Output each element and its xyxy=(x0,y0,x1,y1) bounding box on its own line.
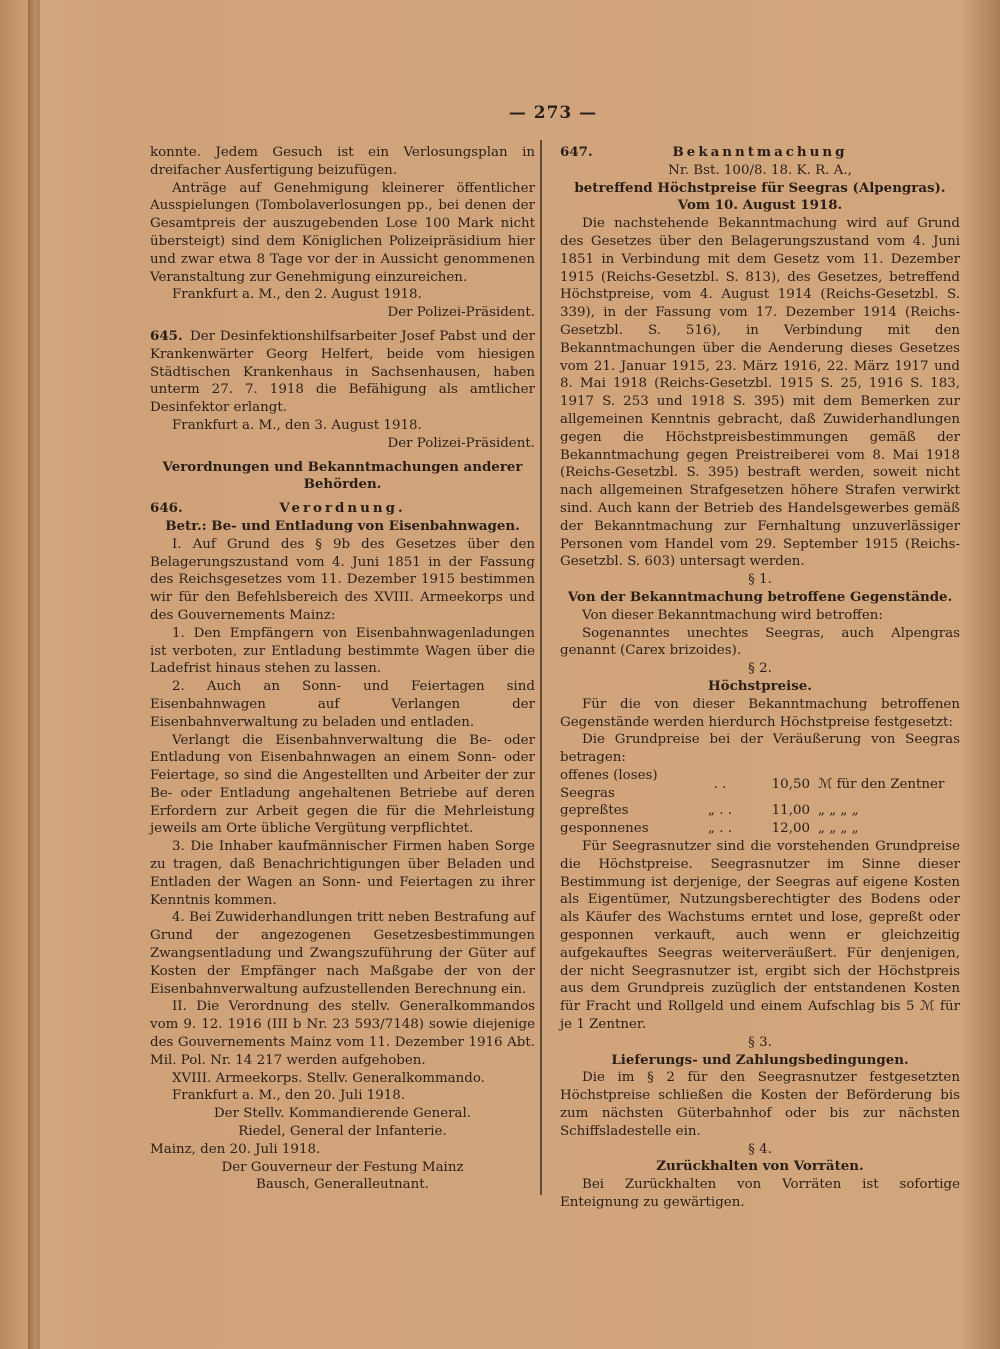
paragraph xyxy=(150,435,535,453)
paragraph-text: Bausch, Generalleutnant. xyxy=(256,1177,429,1193)
paragraph xyxy=(560,607,960,625)
paragraph xyxy=(560,589,960,607)
price-ditto: „ . . xyxy=(708,803,732,819)
paragraph xyxy=(150,1141,535,1159)
price-value: 11,00 xyxy=(771,803,810,819)
paragraph xyxy=(150,500,535,518)
price-ditto: . . xyxy=(713,776,727,792)
price-label: gesponnenes xyxy=(560,821,649,837)
paragraph xyxy=(150,1176,535,1194)
paragraph xyxy=(560,144,960,162)
paragraph-text: 1. Den Empfängern von Eisenbahnwagenladungen ist verboten, zur Entladung bestimmte Wagen über die Ladefrist hinaus stehen zu lassen. xyxy=(150,625,535,677)
paragraph xyxy=(560,1034,960,1052)
paragraph-text: XVIII. Armeekorps. Stellv. Generalkommando. xyxy=(172,1070,485,1086)
paragraph-text: § 3. xyxy=(748,1034,772,1050)
paragraph xyxy=(150,1123,535,1141)
paragraph xyxy=(150,625,535,678)
paragraph xyxy=(150,180,535,287)
price-table xyxy=(560,767,960,838)
paragraph-text: Frankfurt a. M., den 2. August 1918. xyxy=(172,287,422,303)
paragraph xyxy=(560,696,960,732)
left-column xyxy=(150,144,535,1194)
right-column-bottom xyxy=(560,838,960,1212)
section-heading: Verordnung. xyxy=(279,500,406,517)
paragraph-text: Von dieser Bekanntmachung wird betroffen: xyxy=(582,607,883,623)
paragraph-text: Mainz, den 20. Juli 1918. xyxy=(150,1141,321,1157)
price-row xyxy=(560,767,960,803)
paragraph-text: Höchstpreise. xyxy=(708,677,812,694)
item-number: 647. xyxy=(560,144,593,160)
paragraph-text: Frankfurt a. M., den 3. August 1918. xyxy=(172,417,422,433)
paragraph xyxy=(560,1158,960,1176)
right-column xyxy=(560,144,960,1212)
paragraph xyxy=(560,1141,960,1159)
paragraph xyxy=(150,1159,535,1177)
page-edge-shadow xyxy=(36,0,40,1349)
paragraph-text: Verordnungen und Bekanntmachungen anderer Behörden. xyxy=(162,458,523,493)
paragraph-text: Nr. Bst. 100/8. 18. K. R. A., xyxy=(668,162,852,178)
right-column-top xyxy=(560,144,960,767)
paragraph-text: Der Polizei-Präsident. xyxy=(387,435,535,451)
book-binding-edge xyxy=(28,0,36,1349)
paragraph xyxy=(150,678,535,731)
page-number: — 273 — xyxy=(508,103,598,123)
paragraph-text: Die Grundpreise bei der Veräußerung von Seegras betragen: xyxy=(560,732,960,766)
paragraph xyxy=(150,998,535,1069)
paragraph xyxy=(150,144,535,180)
paragraph xyxy=(560,162,960,180)
paragraph xyxy=(560,571,960,589)
paragraph-text: Zurückhalten von Vorräten. xyxy=(656,1158,864,1175)
paragraph-text: 4. Bei Zuwiderhandlungen tritt neben Bestrafung auf Grund der angezogenen Gesetzesbestimmungen Zwangsentladung und Zwangszuführung der Güter auf Kosten der Empfänger nach Maßgabe der von der Eisenbahnverwaltung aufzustellenden Berechnung ein. xyxy=(150,910,535,997)
price-unit: ℳ für den Zentner xyxy=(818,776,945,792)
price-row xyxy=(560,820,960,838)
paragraph-text: Sogenanntes unechtes Seegras, auch Alpengras genannt (Carex brizoides). xyxy=(560,625,960,659)
paragraph-text: II. Die Verordnung des stellv. Generalkommandos vom 9. 12. 1916 (III b Nr. 23 593/7148) sowie diejenige des Gouvernements Mainz vom 11. Dezember 1916 Abt. Mil. Pol. Nr. 14 217 werden aufgehoben. xyxy=(150,999,535,1068)
paragraph-text: Der Gouverneur der Festung Mainz xyxy=(221,1159,464,1175)
paragraph xyxy=(150,909,535,998)
paragraph-text: Der Desinfektionshilfsarbeiter Josef Pabst und der Krankenwärter Georg Helfert, beide vom hiesigen Städtischen Krankenhaus in Sachsenhausen, haben unterm 27. 7. 1918 die Befähigung als amtlicher Desinfektor erlangt. xyxy=(150,328,535,416)
paragraph xyxy=(150,732,535,839)
price-ditto: „ . . xyxy=(708,821,732,837)
paragraph-text: Betr.: Be- und Entladung von Eisenbahnwagen. xyxy=(165,517,520,534)
paragraph-text: Verlangt die Eisenbahnverwaltung die Be- oder Entladung von Eisenbahnwagen an einem Sonn- oder Feiertage, so sind die Angestellten und Arbeiter der zur Be- oder Entladung angehaltenen Betriebe auf deren Erfordern zur Arbeit gegen die für die Mehrleistung jeweils am Orte übliche Vergütung verpflichtet. xyxy=(150,732,535,837)
paragraph xyxy=(150,417,535,435)
paragraph-text: § 2. xyxy=(748,661,772,677)
section-heading: Bekanntmachung xyxy=(672,144,848,160)
paragraph xyxy=(150,1105,535,1123)
paragraph-text: 2. Auch an Sonn- und Feiertagen sind Eisenbahnwagen auf Verlangen der Eisenbahnverwaltung zu beladen und entladen. xyxy=(150,679,535,730)
paragraph xyxy=(150,1070,535,1088)
paragraph-text: 3. Die Inhaber kaufmännischer Firmen haben Sorge zu tragen, daß Benachrichtigungen über Beladen und Entladen der Wagen an Sonn- und Feiertagen zu ihrer Kenntnis kommen. xyxy=(150,839,535,908)
paragraph-text: Lieferungs- und Zahlungsbedingungen. xyxy=(611,1051,909,1068)
column-divider xyxy=(540,140,542,1195)
paragraph xyxy=(560,1176,960,1212)
paragraph xyxy=(560,197,960,215)
price-label: gepreßtes xyxy=(560,803,629,819)
price-label: offenes (loses) Seegras xyxy=(560,767,658,801)
paragraph-text: Der Stellv. Kommandierende General. xyxy=(213,1106,472,1122)
paragraph xyxy=(560,678,960,696)
paragraph xyxy=(150,328,535,417)
paragraph xyxy=(150,286,535,304)
paragraph xyxy=(150,459,535,495)
paragraph xyxy=(560,1069,960,1140)
price-unit: „ „ „ „ xyxy=(818,803,859,819)
paragraph xyxy=(150,838,535,909)
paragraph-text: Bei Zurückhalten von Vorräten ist sofortige Enteignung zu gewärtigen. xyxy=(560,1177,960,1211)
paragraph xyxy=(150,536,535,625)
paragraph xyxy=(560,625,960,661)
paragraph xyxy=(560,838,960,1034)
paragraph-text: Für Seegrasnutzer sind die vorstehenden Grundpreise die Höchstpreise. Seegrasnutzer im Sinne dieser Bestimmung ist derjenige, der Seegras auf eigene Kosten als Eigentümer, Nutzungsberechtigter des Bodens oder als Käufer des Wachstums erntet und lose, gepreßt oder gesponnen verkauft, auch wenn er gleichzeitig aufgekauftes Seegras weiterveräußert. Für denjenigen, der nicht Seegrasnutzer ist, ergibt sich der Höchstpreis aus dem Grundpreis zuzüglich der entstandenen Kosten für Fracht und Rollgeld und einem Aufschlag bis 5 ℳ für je 1 Zentner. xyxy=(560,839,960,1033)
item-number: 646. xyxy=(150,500,183,517)
paragraph-text: § 1. xyxy=(748,572,772,588)
paragraph-text: Die im § 2 für den Seegrasnutzer festgesetzten Höchstpreise schließen die Kosten der Beförderung bis zum nächsten Güterbahnhof oder bis zur nächsten Schiffsladestelle ein. xyxy=(560,1070,960,1139)
paragraph xyxy=(560,660,960,678)
paragraph xyxy=(560,731,960,767)
price-unit: „ „ „ „ xyxy=(818,821,859,837)
price-row xyxy=(560,802,960,820)
paragraph xyxy=(150,518,535,536)
paragraph-text: Der Polizei-Präsident. xyxy=(387,305,535,321)
item-number: 645. xyxy=(150,327,183,344)
paragraph-text: Für die von dieser Bekanntmachung betroffenen Gegenstände werden hierdurch Höchstpreise festgesetzt: xyxy=(560,696,960,730)
paragraph-text: Anträge auf Genehmigung kleinerer öffentlicher Ausspielungen (Tombolaverlosungen pp., bei denen der Gesamtpreis der auszugebenden Lose 100 Mark nicht übersteigt) sind dem Königlichen Polizeipräsidium hier und zwar etwa 8 Tage vor der in Aussicht genommenen Veranstaltung zur Genehmigung einzureichen. xyxy=(150,180,535,285)
paragraph-text: betreffend Höchstpreise für Seegras (Alpengras). xyxy=(574,179,946,196)
paragraph xyxy=(150,1087,535,1105)
paragraph-text: Frankfurt a. M., den 20. Juli 1918. xyxy=(172,1088,406,1104)
paragraph-text: § 4. xyxy=(748,1141,772,1157)
paragraph-text: I. Auf Grund des § 9b des Gesetzes über den Belagerungszustand vom 4. Juni 1851 in der Fassung des Reichsgesetzes vom 11. Dezember 1915 bestimmen wir für den Befehlsbereich des XVIII. Armeekorps und des Gouvernements Mainz: xyxy=(150,536,535,623)
paragraph-text: konnte. Jedem Gesuch ist ein Verlosungsplan in dreifacher Ausfertigung beizufügen. xyxy=(150,145,535,178)
paragraph xyxy=(560,180,960,198)
price-value: 12,00 xyxy=(771,821,810,837)
paragraph xyxy=(150,304,535,322)
paragraph-text: Von der Bekanntmachung betroffene Gegenstände. xyxy=(567,588,953,605)
paragraph xyxy=(560,215,960,571)
paragraph-text: Die nachstehende Bekanntmachung wird auf Grund des Gesetzes über den Belagerungszustand vom 4. Juni 1851 in Verbindung mit dem Gesetz vom 11. Dezember 1915 (Reichs-Gesetzbl. S. 813), des Gesetzes, betreffend Höchstpreise, vom 4. August 1914 (Reichs-Gesetzbl. S. 339), in der Fassung vom 17. Dezember 1914 (Reichs-Gesetzbl. S. 516), in Verbindung mit den Bekanntmachungen über die Aenderung dieses Gesetzes vom 21. Januar 1915, 23. März 1916, 22. März 1917 und 8. Mai 1918 (Reichs-Gesetzbl. 1915 S. 25, 1916 S. 183, 1917 S. 253 und 1918 S. 395) mit dem Bemerken zur allgemeinen Kenntnis gebracht, daß Zuwiderhandlungen gegen die Höchstpreisbestimmungen gemäß der Bekanntmachung gegen Preistreiberei vom 8. Mai 1918 (Reichs-Gesetzbl. S. 395) bestraft werden, soweit nicht nach allgemeinen Strafgesetzen höhere Strafen verwirkt sind. Auch kann der Betrieb des Handelsgewerbes gemäß der Bekanntmachung zur Fernhaltung unzuverlässiger Personen vom Handel vom 29. September 1915 (Reichs-Gesetzbl. S. 603) untersagt werden. xyxy=(560,216,960,570)
paragraph-text: Riedel, General der Infanterie. xyxy=(238,1124,447,1140)
price-value: 10,50 xyxy=(771,776,810,792)
paragraph-text: Vom 10. August 1918. xyxy=(677,197,843,214)
paragraph xyxy=(560,1052,960,1070)
